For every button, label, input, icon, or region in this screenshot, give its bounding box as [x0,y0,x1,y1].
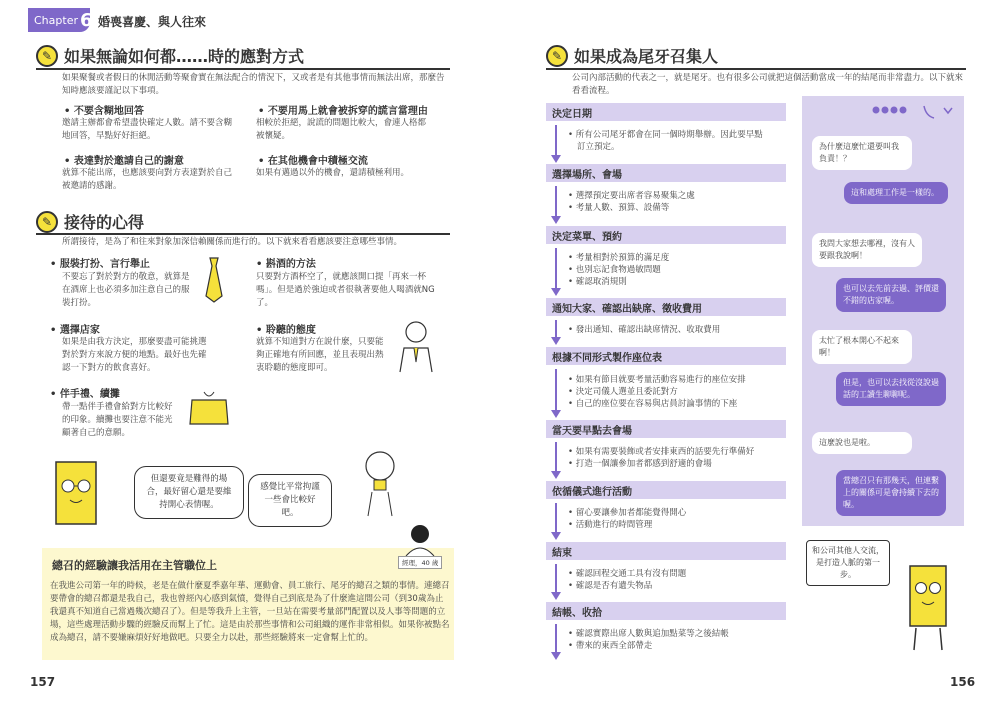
bullet-text: 如果有邁過以外的機會，還請積極利用。 [256,168,410,178]
chat-message-left: 太忙了根本開心不起來啊！ [812,330,912,364]
step-line: • 考量相對於預算的滿足度 [568,253,670,263]
lightbulb-character-icon [356,440,406,520]
step-line: 訂立預定。 [577,142,620,152]
step-label: 結帳、收拾 [546,602,786,620]
step-line: • 決定司儀人選並且委託對方 [568,387,678,397]
step-line: • 確認實際出席人數與追加點菜等之後結帳 [568,629,729,639]
mascot-book-icon [48,452,112,534]
step-label: 依循儀式進行活動 [546,481,786,499]
avatar-caption: 經理，40 歲 [398,556,442,569]
chapter-tab [28,8,93,32]
divider [36,68,450,70]
section1-heading [36,44,304,67]
callout-bubble: 和公司其他人交流，是打造人脈的第一步。 [806,540,890,586]
step-line: • 打造一個讓參加者都感到舒適的會場 [568,459,712,469]
mascot-book-thumbs-up-icon [900,556,960,656]
chapter-title: 婚喪喜慶、與人往來 [98,15,207,29]
step-label: 通知大家、確認出缺席、徵收費用 [546,298,786,316]
step-line: • 確認是否有遺失物品 [568,581,653,591]
right-intro: 公司內部活動的代表之一，就是尾牙。也有很多公司就把這個活動當成一年的結尾而非常盡力。以下就來看看流程。 [572,73,964,96]
bullet-text: 就算不知道對方在說什麼，只要能夠正確地有所回應，並且表現出熱衷聆聽的態度即可。 [256,337,384,373]
summary-body: 在我進公司第一年的時候，老是在做什麼夏季嘉年華、運動會、員工旅行、尾牙的總召之類的事情。連總召要帶會的總召都還是我自己，我也曾經內心感到氣憤，覺得自己到底是為了什麼進這間公司（到30歲為止我還真不知道自己當過幾次總召了）。但是等我升上主管，一旦站在需要考量部門配置以及人事等問題的立場，這些處理活動步驟的經驗反而幫上了忙。這是由於那些事情和公司組織的運作非常相似。如果你被點名成為總召，請不要嫌麻煩好好地做吧。只要全力以赴，那些經驗將來一定會幫上忙的。 [50,581,450,643]
bullet-title: • 斟酒的方法 [256,259,316,270]
flow-arrows [550,121,562,661]
section2-heading [36,210,144,233]
bullet-text: 只要對方酒杯空了，就應該開口提「再來一杯嗎」。但是過於強迫或者很執著要他人喝酒就NG了。 [256,272,435,308]
pencil-badge-icon: ✎ [546,45,568,67]
step-label: 根據不同形式製作座位表 [546,347,786,365]
listening-man-illustration [392,318,442,374]
step-line: • 確認取消規則 [568,277,627,287]
chat-message-right: 也可以去先前去過、評價還不錯的店家喔。 [836,278,946,312]
right-title: 如果成為尾牙召集人 [574,47,719,66]
step-line: • 自己的座位要在容易與店員討論事情的下座 [568,399,738,409]
chapter-number: 6 [79,9,93,31]
bullet-title: • 在其他機會中積極交流 [258,156,368,167]
bullet-text: 帶一點伴手禮會給對方比較好的印象。續攤也要注意不能光顧著自己的意願。 [62,402,173,438]
step-line: • 留心要讓參加者都能覺得開心 [568,508,687,518]
page-number-left: 157 [30,675,56,689]
step-line: • 選擇預定要出席者容易聚集之處 [568,191,695,201]
step-line: • 所有公司尾牙都會在同一個時期舉辦。因此要早點 [568,130,763,140]
chat-message-left: 為什麼這麼忙還要叫我負責！？ [812,136,912,170]
step-label: 當天要早點去會場 [546,420,786,438]
bullet-text: 如果是由我方決定，那麼要盡可能挑選對於對方來說方便的地點。最好也先確認一下對方的飲食喜好。 [62,337,207,373]
bullet-title: • 選擇店家 [50,325,100,336]
call-icons [868,102,958,124]
step-label: 結束 [546,542,786,560]
summary-title: 總召的經驗讓我活用在主管職位上 [52,559,217,572]
step-label: 決定日期 [546,103,786,121]
bullet-text: 不要忘了對於對方的敬意，就算是在酒席上也必須多加注意自己的服裝打扮。 [62,272,190,308]
pencil-badge-icon: ✎ [36,45,58,67]
right-heading [546,44,718,67]
speech-bubble: 感覺比平常拘謹一些會比較好吧。 [248,474,332,527]
step-line: • 也別忘記食物過敏問題 [568,265,661,275]
bullet-title: • 服裝打扮、言行舉止 [50,259,150,270]
step-line: • 活動進行的時間管理 [568,520,653,530]
section2-title: 接待的心得 [64,213,145,232]
bullet-title: • 不要含糊地回答 [64,106,144,117]
step-line: • 帶來的東西全部帶走 [568,641,653,651]
chat-message-left: 我問大家想去哪裡，沒有人要跟我說啊！ [812,233,922,267]
section1-intro: 如果聚餐或者假日的休閒活動等聚會實在無法配合的情況下，又或者是有其他事情而無法出席，那麼告知時應該要謹記以下事項。 [62,73,445,96]
divider [36,233,450,235]
necktie-icon [196,256,232,304]
manager-avatar-icon [402,522,438,556]
bullet-text: 邀請主辦都會希望盡快確定人數。請不要含糊地回答，早點好好拒絕。 [62,118,233,141]
chat-message-right: 但是，也可以去找從沒說過話的工讀生聊聊呢。 [836,372,946,406]
step-label: 選擇場所、會場 [546,164,786,182]
chat-message-right: 這和處理工作是一樣的。 [844,182,948,204]
section2-intro: 所謂接待，是為了和往來對象加深信賴關係而進行的。以下就來看看應該要注意哪些事情。 [62,237,403,247]
divider [546,68,966,70]
gift-box-icon [186,386,234,428]
bullet-title: • 聆聽的態度 [256,325,316,336]
step-line: • 如果有需要裝飾或者安排東西的話要先行準備好 [568,447,755,457]
bullet-title: • 表達對於邀請自己的謝意 [64,156,184,167]
pencil-badge-icon: ✎ [36,211,58,233]
section1-title: 如果無論如何都……時的應對方式 [64,47,305,66]
chat-message-left: 這麼說也是啦。 [812,432,912,454]
step-line: • 如果有節目就要考量活動容易進行的座位安排 [568,375,746,385]
step-line: • 考量人數、預算、設備等 [568,203,670,213]
speech-bubble: 但還要竟是難得的場合，最好留心還是要維持開心表情喔。 [134,466,244,519]
bullet-title: • 不要用馬上就會被拆穿的謊言當理由 [258,106,428,117]
chat-message-right: 當總召只有那幾天，但連繫上的關係可是會持續下去的喔。 [836,470,946,516]
bullet-text: 相較於拒絕，說謊的問題比較大，會連人格都被懷疑。 [256,118,427,141]
bullet-text: 就算不能出席，也應該要向對方表達對於自己被邀請的感謝。 [62,168,233,191]
step-line: • 發出通知、確認出缺席情況、收取費用 [568,325,721,335]
step-label: 決定菜單、預約 [546,226,786,244]
page-number-right: 156 [950,675,976,689]
step-line: • 確認回程交通工具有沒有問題 [568,569,687,579]
chapter-label: Chapter [34,13,78,27]
bullet-title: • 伴手禮、續攤 [50,389,120,400]
